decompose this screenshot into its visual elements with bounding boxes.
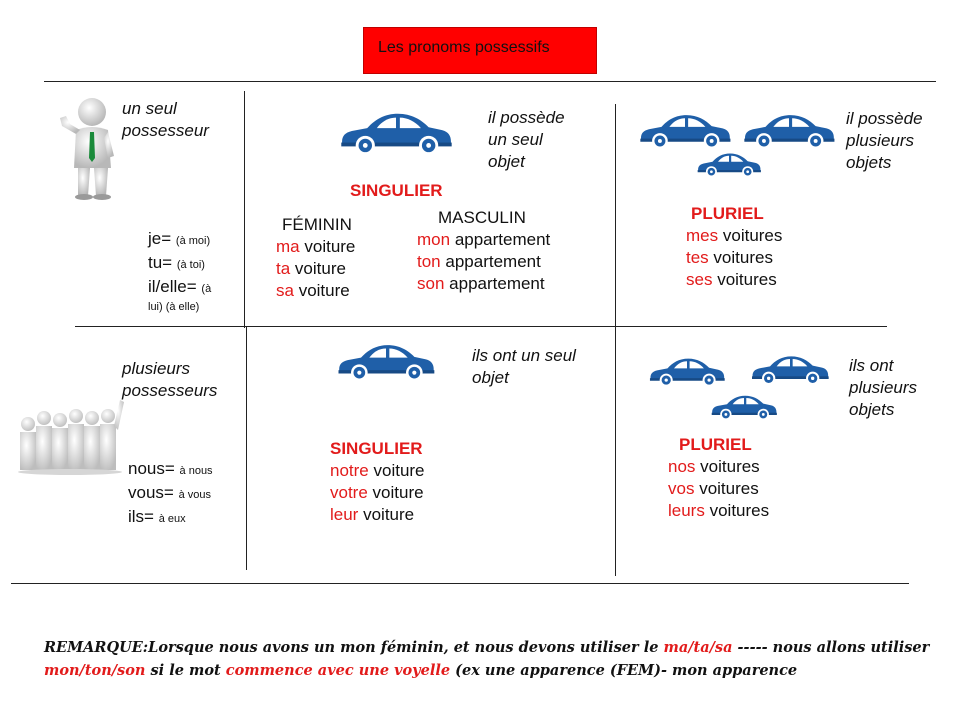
masculine-column: MASCULIN mon appartement ton appartement son appartement [417,208,551,293]
single-owner-label: un seul possesseur [122,99,209,140]
car-icon [710,392,778,421]
divider-middle [75,326,887,327]
single-owner-one-object-desc: il possède un seul objet [488,108,565,171]
many-owners-plural-block: PLURIEL nos voitures vos voitures leurs voitures [668,435,770,520]
divider-bottom [11,583,909,584]
many-owners-singular-block: SINGULIER notre voiture votre voiture leur voiture [330,439,425,524]
single-owner-pronouns: je= (à moi) tu= (à toi) il/elle= (à lui) (à elle) [148,229,212,313]
page-title: Les pronoms possessifs [363,27,597,74]
car-icon [336,340,436,382]
car-icon [648,354,726,388]
single-owner-figure-icon [56,96,120,200]
divider-top [44,81,936,82]
car-icon [742,110,836,150]
remark-note: REMARQUE:Lorsque nous avons un mon féminin, et nous devons utiliser le ma/ta/sa ----- nous allons utiliser mon/ton/son si le mot commence avec une voyelle (ex une apparence (FEM)- mon apparence [44,639,930,679]
many-owners-label: plusieurs possesseurs [122,359,218,400]
many-owners-plural-heading: PLURIEL [679,435,752,454]
car-icon [750,352,830,386]
divider-v-right-bottom [615,326,616,576]
divider-v-left-top [244,91,245,328]
many-owners-singular-heading: SINGULIER [330,439,423,458]
car-icon [696,150,762,178]
single-owner-many-objects-desc: il possède plusieurs objets [846,109,923,172]
single-owner-singular-heading: SINGULIER [350,181,443,200]
many-owners-pronouns: nous= à nous vous= à vous ils= à eux [128,459,213,526]
many-owners-many-objects-desc: ils ont plusieurs objets [849,356,918,419]
many-owners-one-object-desc: ils ont un seul objet [472,346,576,387]
group-owners-figure-icon [14,396,126,476]
single-owner-plural-heading: PLURIEL [691,204,764,223]
car-icon [638,110,732,150]
divider-v-right-top [615,104,616,328]
single-owner-plural-block: PLURIEL mes voitures tes voitures ses voitures [686,204,783,289]
car-icon [338,108,454,156]
feminine-column: FÉMININ ma voiture ta voiture sa voiture [276,215,356,300]
divider-v-left-bottom [246,326,247,570]
